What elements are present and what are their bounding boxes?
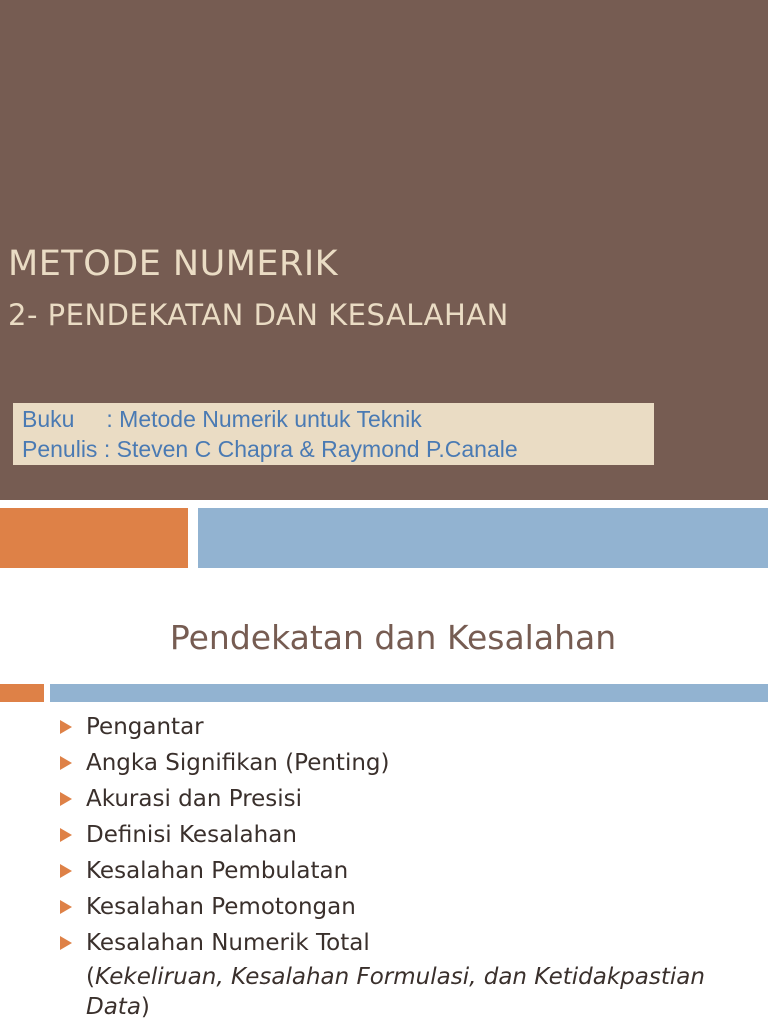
list-item [60,781,389,817]
list-item-text: Kesalahan Pemotongan [86,894,356,920]
content-slide-heading: Pendekatan dan Kesalahan [169,618,617,657]
triangle-right-icon [60,936,72,950]
author-info-line: Penulis : Steven C Chapra & Raymond P.Canale [22,436,518,462]
triangle-right-icon [60,756,72,770]
list-item [60,853,389,889]
list-item-text: Pengantar [86,714,204,740]
triangle-right-icon [60,828,72,842]
sub-item-note [86,962,726,1022]
list-item-text: Definisi Kesalahan [86,822,297,848]
slide-subtitle: 2- PENDEKATAN DAN KESALAHAN [8,298,509,332]
list-item [60,889,389,925]
list-item [60,817,389,853]
heading-divider-blue [50,684,768,702]
triangle-right-icon [60,900,72,914]
triangle-right-icon [60,864,72,878]
book-info-box [13,403,654,465]
accent-bar-blue [198,508,768,568]
list-item-text: Angka Signifikan (Penting) [86,750,390,776]
list-item [60,745,389,781]
triangle-right-icon [60,792,72,806]
list-item-text: Akurasi dan Presisi [86,786,303,812]
note-text: Kekeliruan, Kesalahan Formulasi, dan Ketidakpastian Data [86,964,705,1020]
heading-divider-orange [0,684,44,702]
note-close-paren: ) [140,994,150,1020]
book-info-line: Buku : Metode Numerik untuk Teknik [22,406,422,432]
slide-title: METODE NUMERIK [8,244,339,284]
triangle-right-icon [60,720,72,734]
list-item-text: Kesalahan Pembulatan [86,858,349,884]
note-open-paren: ( [86,964,95,990]
list-item [60,925,389,961]
list-item [60,709,389,745]
list-item-text: Kesalahan Numerik Total [86,930,370,956]
accent-bar-orange [0,508,188,568]
topic-list [60,709,389,961]
